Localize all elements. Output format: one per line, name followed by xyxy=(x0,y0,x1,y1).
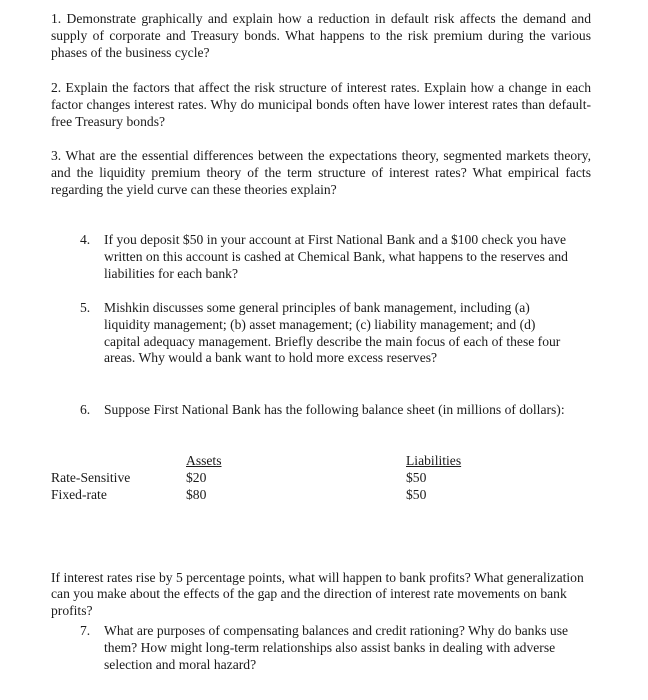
question-7-text: What are purposes of compensating balances and credit rationing? Why do banks use them? How might long-term relationships also assist banks in dealing with adverse selection and moral hazard? xyxy=(104,623,569,672)
question-4 xyxy=(80,232,570,282)
assets-rate-sensitive: $20 xyxy=(186,470,207,485)
question-2: 2. Explain the factors that affect the risk structure of interest rates. Explain how a change in each factor changes interest rates. Why do municipal bonds often have lower interest rates than default-free Treasury bonds? xyxy=(51,80,591,129)
question-7 xyxy=(80,623,592,673)
liabilities-rate-sensitive: $50 xyxy=(406,470,427,485)
question-6-number: 6. xyxy=(80,402,91,417)
question-6-followup: If interest rates rise by 5 percentage points, what will happen to bank profits? What generalization can you make about the effects of the gap and the direction of interest rate movements on bank profits? xyxy=(51,569,584,619)
question-5-text: Mishkin discusses some general principles of bank management, including (a) liquidity management; (b) asset management; (c) liability management; and (d) capital adequacy management. Briefly describe the main focus of each of these four areas. Why would a bank want to hold more excess reserves? xyxy=(104,300,561,366)
question-7-number: 7. xyxy=(80,623,91,638)
question-6 xyxy=(80,402,570,419)
question-5 xyxy=(80,300,570,367)
question-3: 3. What are the essential differences between the expectations theory, segmented markets theory, and the liquidity premium theory of the term structure of interest rates? What empirical facts regarding the yield curve can these theories explain? xyxy=(51,148,591,197)
question-1: 1. Demonstrate graphically and explain how a reduction in default risk affects the demand and supply of corporate and Treasury bonds. What happens to the risk premium during the various phases of the business cycle? xyxy=(51,11,591,60)
question-6-text: Suppose First National Bank has the following balance sheet (in millions of dollars): xyxy=(104,402,565,417)
question-5-number: 5. xyxy=(80,300,91,315)
liabilities-fixed-rate: $50 xyxy=(406,487,427,502)
row-label-rate-sensitive: Rate-Sensitive xyxy=(51,470,131,485)
assets-header: Assets xyxy=(186,453,222,468)
row-label-fixed-rate: Fixed-rate xyxy=(51,487,107,502)
liabilities-header: Liabilities xyxy=(406,453,462,468)
question-4-number: 4. xyxy=(80,232,91,247)
assets-fixed-rate: $80 xyxy=(186,487,207,502)
question-4-text: If you deposit $50 in your account at First National Bank and a $100 check you have written on this account is cashed at Chemical Bank, what happens to the reserves and liabilities for each bank? xyxy=(104,232,568,281)
